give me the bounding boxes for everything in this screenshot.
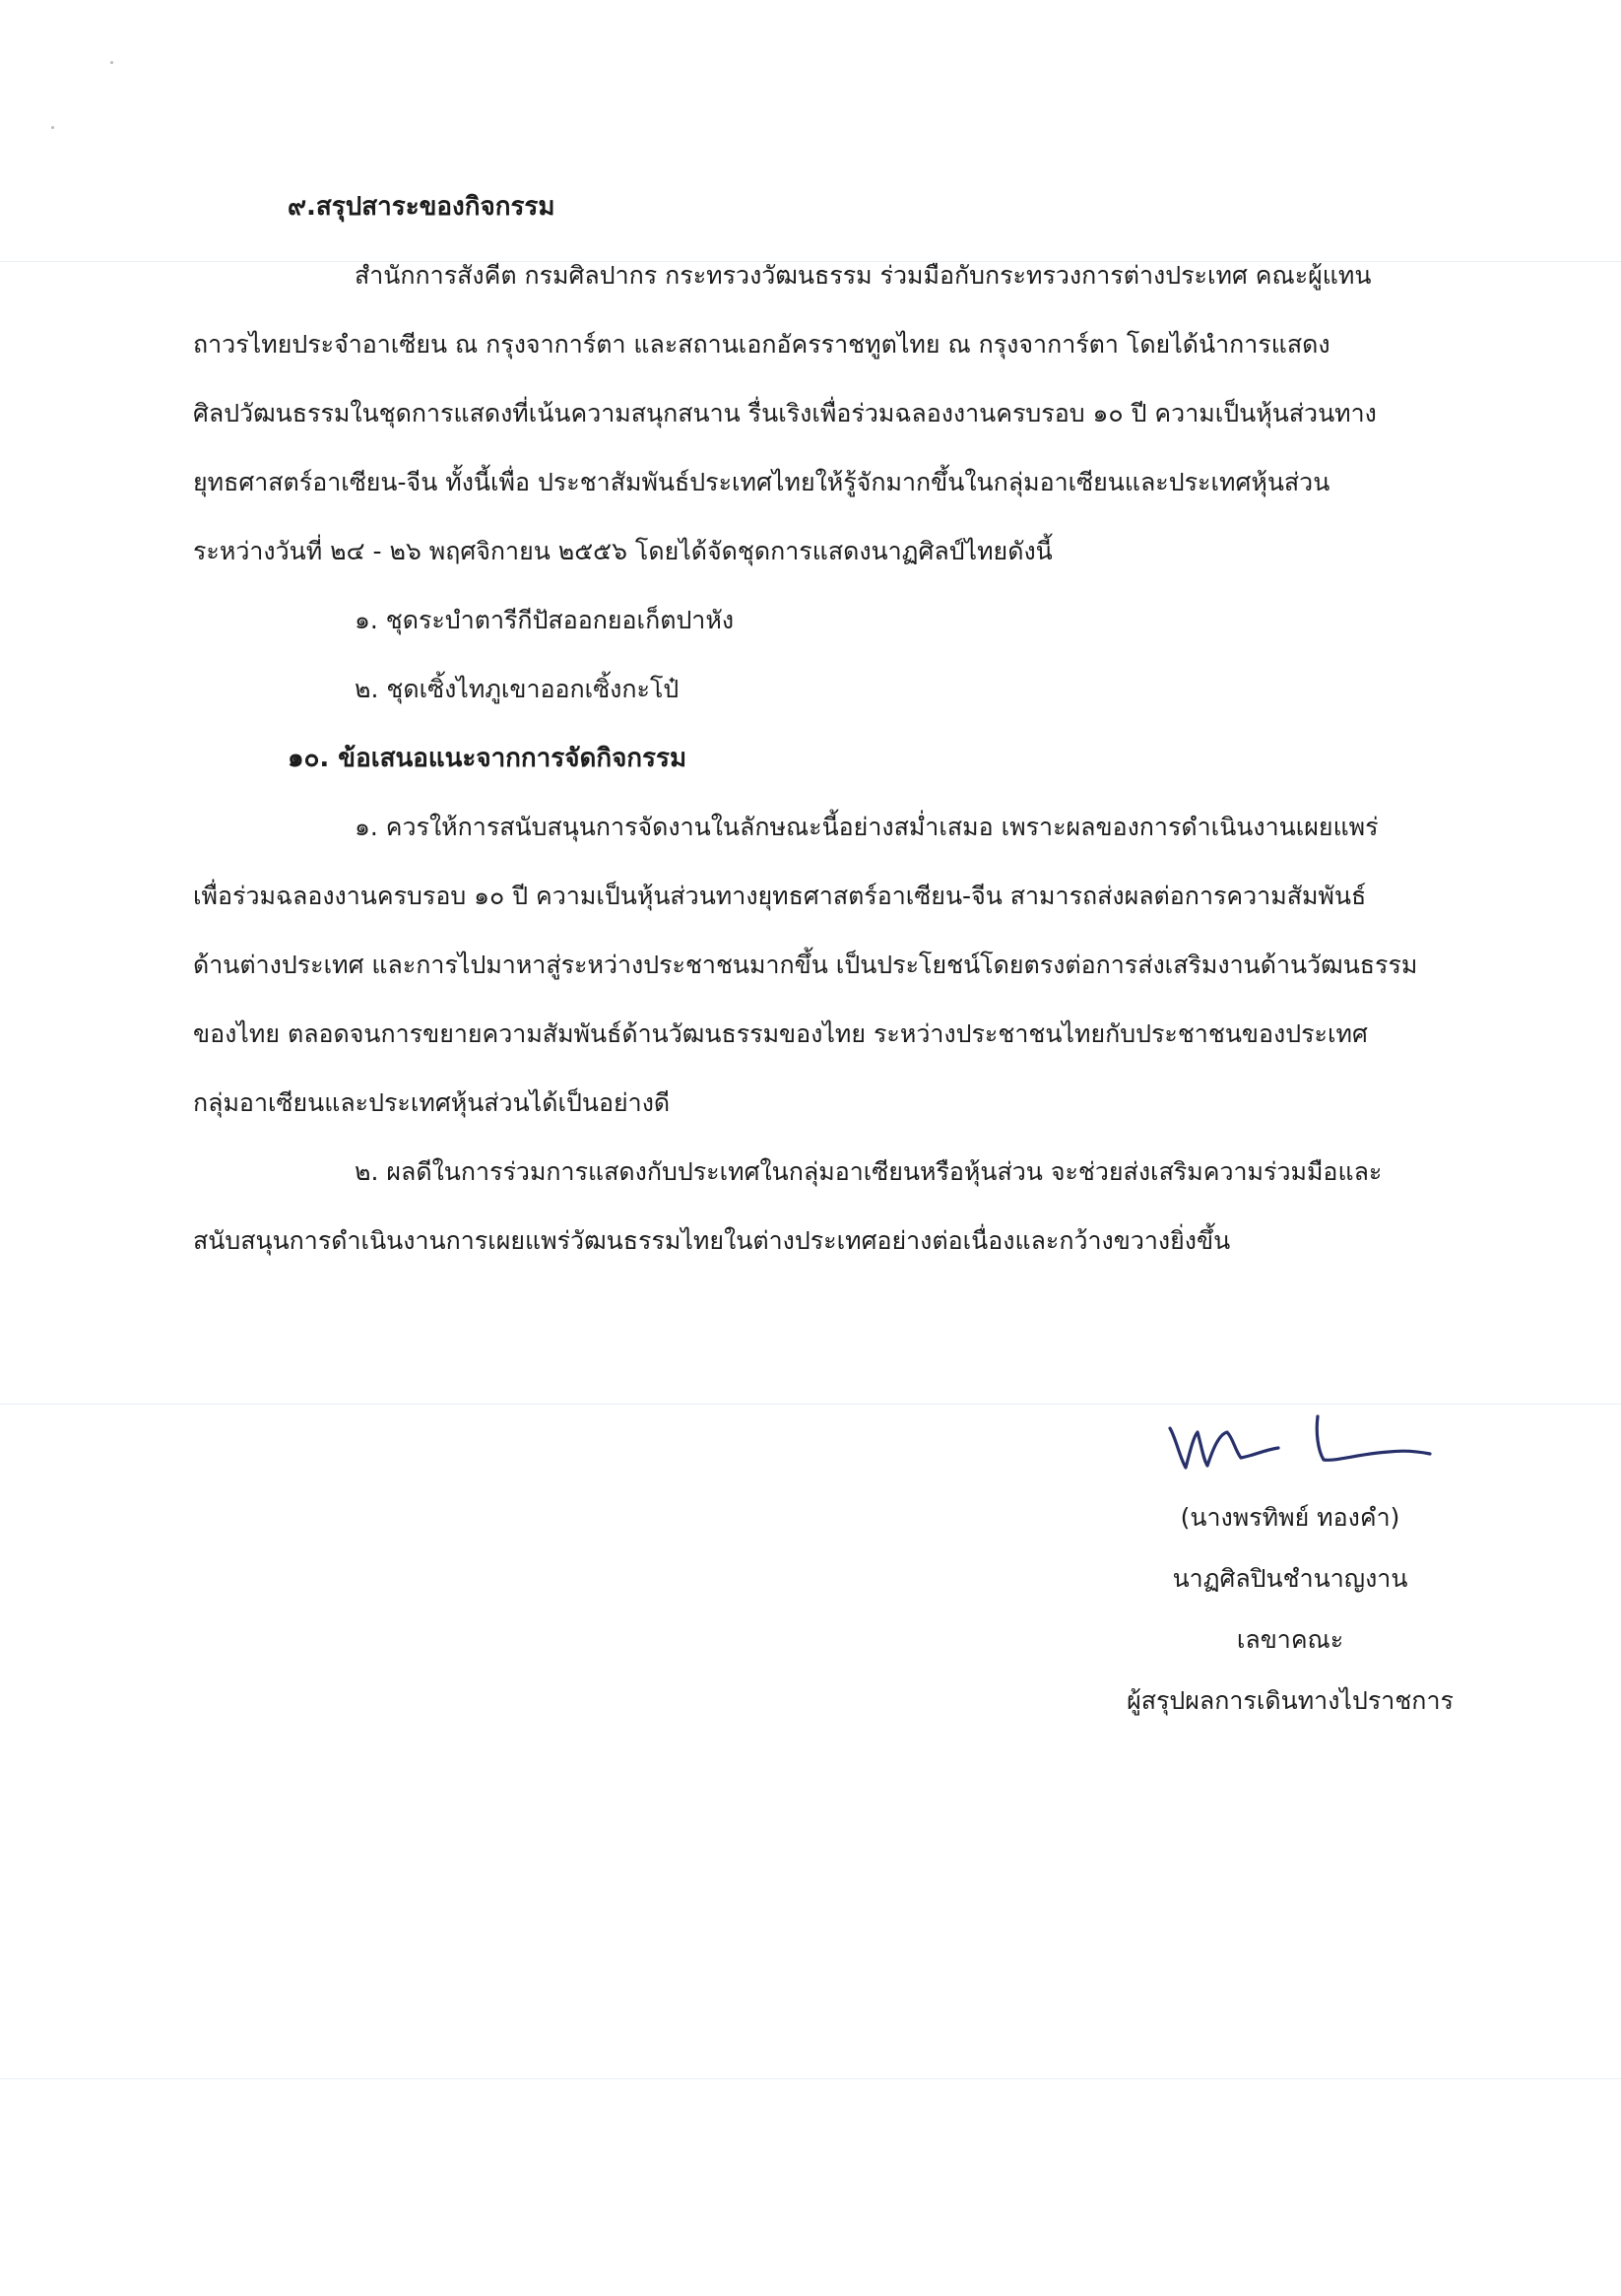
- section-9-paragraph: [193, 241, 1473, 586]
- paragraph-line: ๒. ผลดีในการร่วมการแสดงกับประเทศในกลุ่มอาเซียนหรือหุ้นส่วน จะช่วยส่งเสริมความร่วมมือและ: [355, 1157, 1383, 1186]
- paragraph-line: ยุทธศาสตร์อาเซียน-จีน ทั้งนี้เพื่อ ประชาสัมพันธ์ประเทศไทยให้รู้จักมากขึ้นในกลุ่มอาเซียนและประเทศหุ้นส่วน: [193, 468, 1330, 496]
- paragraph-line: สำนักการสังคีต กรมศิลปากร กระทรวงวัฒนธรรม ร่วมมือกับกระทรวงการต่างประเทศ คณะผู้แทน: [355, 261, 1372, 290]
- signature-block: [1083, 1399, 1497, 1732]
- document-body: [193, 172, 1473, 1276]
- scan-artifact-line: [0, 2078, 1621, 2079]
- scan-speck: [110, 61, 113, 64]
- recommendation-2: [193, 1138, 1473, 1276]
- paragraph-line: เพื่อร่วมฉลองงานครบรอบ ๑๐ ปี ความเป็นหุ้นส่วนทางยุทธศาสตร์อาเซียน-จีน สามารถส่งผลต่อการความสัมพันธ์: [193, 882, 1367, 910]
- signer-duty: ผู้สรุปผลการเดินทางไปราชการ: [1127, 1686, 1454, 1715]
- paragraph-line: ถาวรไทยประจำอาเซียน ณ กรุงจาการ์ตา และสถานเอกอัครราชทูตไทย ณ กรุงจาการ์ตา โดยได้นำการแสดง: [193, 330, 1330, 359]
- signer-position: นาฏศิลปินชำนาญงาน: [1172, 1564, 1408, 1593]
- signer-role: เลขาคณะ: [1236, 1625, 1344, 1654]
- paragraph-line: ระหว่างวันที่ ๒๔ - ๒๖ พฤศจิกายน ๒๕๕๖ โดยได้จัดชุดการแสดงนาฏศิลป์ไทยดังนี้: [193, 537, 1053, 565]
- paragraph-line: สนับสนุนการดำเนินงานการเผยแพร่วัฒนธรรมไทยในต่างประเทศอย่างต่อเนื่องและกว้างขวางยิ่งขึ้น: [193, 1226, 1231, 1255]
- recommendation-1: [193, 793, 1473, 1138]
- list-item: ๒. ชุดเซิ้งไทภูเขาออกเซิ้งกะโป๋: [355, 675, 680, 703]
- scan-speck: [51, 126, 54, 129]
- paragraph-line: กลุ่มอาเซียนและประเทศหุ้นส่วนได้เป็นอย่างดี: [193, 1088, 671, 1117]
- paragraph-line: ด้านต่างประเทศ และการไปมาหาสู่ระหว่างประชาชนมากขึ้น เป็นประโยชน์โดยตรงต่อการส่งเสริมงานด้านวัฒนธรรม: [193, 951, 1418, 979]
- handwritten-signature: [1162, 1399, 1458, 1487]
- section-10-heading: ๑๐. ข้อเสนอแนะจากการจัดกิจกรรม: [288, 744, 687, 773]
- list-item: ๑. ชุดระบำตารีกีปัสออกยอเก็ตปาหัง: [355, 606, 735, 634]
- section-9-heading: ๙.สรุปสาระของกิจกรรม: [288, 192, 555, 222]
- paragraph-line: ๑. ควรให้การสนับสนุนการจัดงานในลักษณะนี้อย่างสม่ำเสมอ เพราะผลของการดำเนินงานเผยแพร่: [355, 813, 1379, 841]
- performance-list: [193, 586, 1473, 724]
- paragraph-line: ของไทย ตลอดจนการขยายความสัมพันธ์ด้านวัฒนธรรมของไทย ระหว่างประชาชนไทยกับประชาชนของประเทศ: [193, 1019, 1368, 1048]
- signer-name: (นางพรทิพย์ ทองคำ): [1180, 1503, 1400, 1532]
- paragraph-line: ศิลปวัฒนธรรมในชุดการแสดงที่เน้นความสนุกสนาน รื่นเริงเพื่อร่วมฉลองงานครบรอบ ๑๐ ปี ความเป็นหุ้นส่วนทาง: [193, 399, 1377, 427]
